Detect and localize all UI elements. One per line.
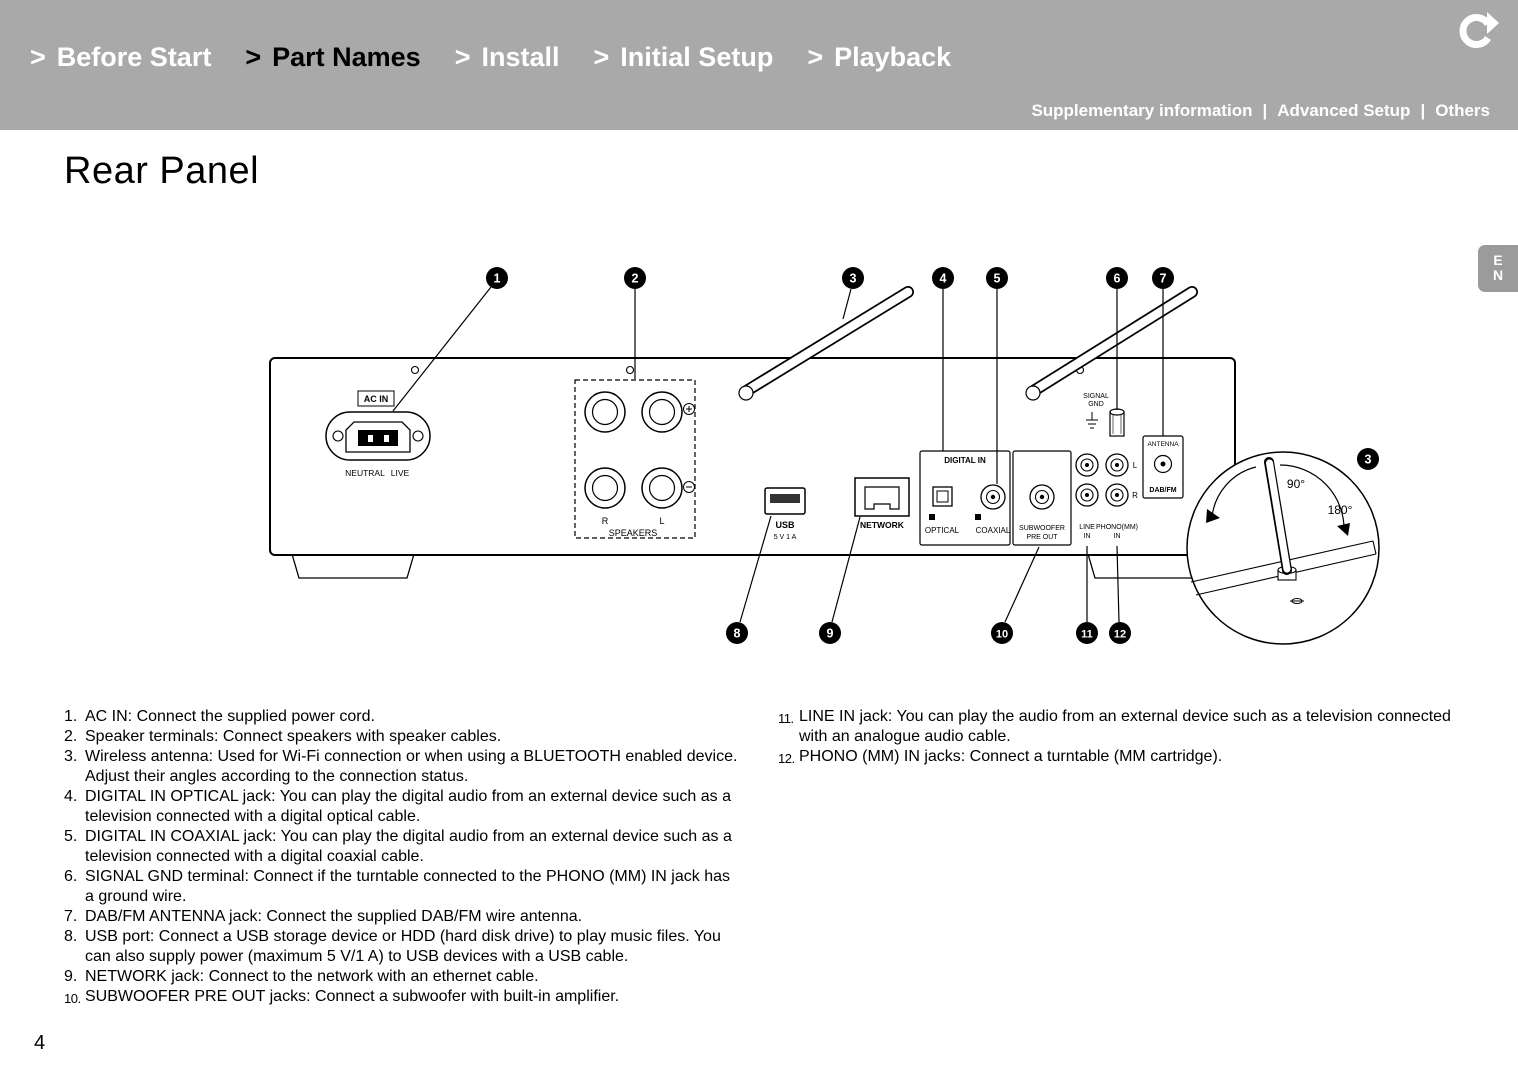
speaker-r-label: R: [601, 516, 609, 526]
svg-text:8: 8: [733, 626, 741, 641]
item-text: NETWORK jack: Connect to the network with an ethernet cable.: [85, 968, 539, 985]
subnav-advanced-setup[interactable]: Advanced Setup: [1277, 101, 1411, 120]
page-title: Rear Panel: [64, 150, 260, 192]
return-arrow-icon[interactable]: [1454, 8, 1500, 54]
sub-navigation: [1031, 101, 1490, 121]
nav-item-before-start[interactable]: [30, 42, 211, 73]
svg-text:6: 6: [1113, 271, 1121, 286]
svg-text:10: 10: [995, 628, 1009, 641]
item-text: Speaker terminals: Connect speakers with speaker cables.: [85, 728, 502, 745]
list-item: [64, 787, 740, 827]
subnav-others[interactable]: Others: [1435, 101, 1490, 120]
item-number: 4.: [64, 788, 78, 805]
line-in-label-1: LINE: [1079, 524, 1095, 531]
ac-in-label: AC IN: [363, 394, 389, 404]
svg-text:12: 12: [1113, 628, 1127, 641]
dab-fm-label: DAB/FM: [1149, 487, 1177, 494]
list-item: [64, 967, 740, 987]
svg-text:3: 3: [849, 271, 857, 286]
description-list-left: [64, 707, 740, 1009]
list-item: [64, 927, 740, 967]
nav-item-install[interactable]: [455, 42, 560, 73]
neutral-label: NEUTRAL: [345, 468, 385, 478]
svg-text:11: 11: [1081, 628, 1093, 641]
list-item: [64, 747, 740, 787]
speaker-l-label: L: [659, 516, 665, 526]
item-number: 6.: [64, 868, 78, 885]
antenna-label: ANTENNA: [1147, 441, 1179, 448]
gnd-label: GND: [1088, 401, 1104, 408]
nav-arrow: >: [30, 42, 46, 72]
subwoofer-label-2: PRE OUT: [1026, 534, 1058, 541]
nav-item-playback[interactable]: [807, 42, 951, 73]
lang-letter: E: [1493, 252, 1503, 268]
item-number: 10.: [64, 991, 81, 1006]
item-text: DAB/FM ANTENNA jack: Connect the supplied DAB/FM wire antenna.: [85, 908, 583, 925]
phono-label-2: IN: [1113, 533, 1121, 540]
header-bar: [0, 0, 1518, 130]
item-number: 8.: [64, 928, 78, 945]
nav-arrow: >: [245, 42, 262, 72]
list-item: [64, 867, 740, 907]
usb-power-label: 5 V 1 A: [773, 534, 797, 541]
svg-text:3: 3: [1364, 452, 1372, 467]
svg-text:7: 7: [1159, 271, 1167, 286]
angle-180-label: 180°: [1327, 503, 1353, 517]
usb-label: USB: [775, 520, 795, 530]
callouts-bottom: [726, 622, 1131, 644]
item-number: 9.: [64, 968, 78, 985]
rear-panel-diagram: [240, 240, 1400, 660]
speakers-label: SPEAKERS: [608, 528, 658, 538]
subnav-separator: |: [1420, 101, 1426, 120]
svg-text:2: 2: [631, 271, 639, 286]
subnav-supplementary-information[interactable]: Supplementary information: [1031, 101, 1253, 120]
item-text: AC IN: Connect the supplied power cord.: [85, 708, 375, 725]
nav-arrow: >: [807, 42, 824, 72]
list-item: [778, 747, 1468, 769]
nav-label: Playback: [834, 42, 952, 72]
item-text: PHONO (MM) IN jacks: Connect a turntable (MM cartridge).: [799, 748, 1223, 765]
description-list-right: [778, 707, 1468, 769]
subwoofer-label-1: SUBWOOFER: [1019, 525, 1065, 532]
nav-item-initial-setup[interactable]: [594, 42, 774, 73]
item-number: 2.: [64, 728, 78, 745]
nav-label: Before Start: [56, 42, 212, 72]
optical-label: OPTICAL: [924, 526, 960, 535]
line-in-label-2: IN: [1083, 533, 1091, 540]
item-number: 11.: [778, 711, 794, 726]
nav-item-part-names[interactable]: [245, 42, 420, 73]
top-navigation: [30, 42, 951, 73]
list-item: [64, 707, 740, 727]
svg-text:5: 5: [993, 271, 1001, 286]
list-item: [64, 827, 740, 867]
item-text: SIGNAL GND terminal: Connect if the turntable connected to the PHONO (MM) IN jack has a ground wire.: [85, 868, 730, 905]
jack-r-label: R: [1132, 491, 1138, 500]
coaxial-label: COAXIAL: [975, 526, 1011, 535]
list-item: [778, 707, 1468, 747]
item-number: 5.: [64, 828, 78, 845]
subnav-separator: |: [1262, 101, 1268, 120]
page-number: 4: [34, 1032, 46, 1054]
digital-in-label: DIGITAL IN: [944, 456, 986, 465]
item-text: Wireless antenna: Used for Wi-Fi connection or when using a BLUETOOTH enabled device. Adjust their angles according to the connection status.: [85, 748, 738, 785]
device-foot-left: [292, 554, 414, 578]
item-text: DIGITAL IN COAXIAL jack: You can play the digital audio from an external device such as a television connected with a digital coaxial cable.: [85, 828, 732, 865]
list-item: [64, 907, 740, 927]
svg-text:4: 4: [939, 271, 947, 286]
nav-label: Initial Setup: [620, 42, 774, 72]
dab-fm-antenna-jack: [1143, 436, 1183, 498]
nav-label: Part Names: [272, 42, 421, 72]
item-number: 7.: [64, 908, 78, 925]
nav-arrow: >: [454, 42, 471, 72]
callouts-top: [486, 267, 1174, 289]
list-item: [64, 987, 740, 1009]
nav-label: Install: [481, 42, 560, 72]
phono-label-1: PHONO(MM): [1096, 524, 1138, 531]
item-text: DIGITAL IN OPTICAL jack: You can play the digital audio from an external device such as a television connected with a digital optical cable.: [85, 788, 731, 825]
angle-90-label: 90°: [1286, 477, 1306, 491]
svg-text:9: 9: [826, 626, 834, 641]
signal-label: SIGNAL: [1083, 393, 1109, 400]
list-item: [64, 727, 740, 747]
language-tab-en: [1478, 245, 1518, 292]
item-text: USB port: Connect a USB storage device or HDD (hard disk drive) to play music files. You can also supply power (maximum 5 V/1 A) to USB devices with a USB cable.: [85, 928, 721, 965]
lang-letter: N: [1492, 267, 1504, 283]
jack-l-label: L: [1132, 461, 1138, 470]
item-text: LINE IN jack: You can play the audio from an external device such as a television connected with an analogue audio cable.: [799, 708, 1451, 745]
item-number: 12.: [778, 751, 795, 766]
item-number: 3.: [64, 748, 78, 765]
nav-arrow: >: [593, 42, 610, 72]
item-number: 1.: [64, 708, 78, 725]
item-text: SUBWOOFER PRE OUT jacks: Connect a subwoofer with built-in amplifier.: [85, 988, 620, 1005]
svg-text:1: 1: [493, 271, 501, 286]
live-label: LIVE: [390, 468, 410, 478]
network-label: NETWORK: [860, 520, 904, 530]
